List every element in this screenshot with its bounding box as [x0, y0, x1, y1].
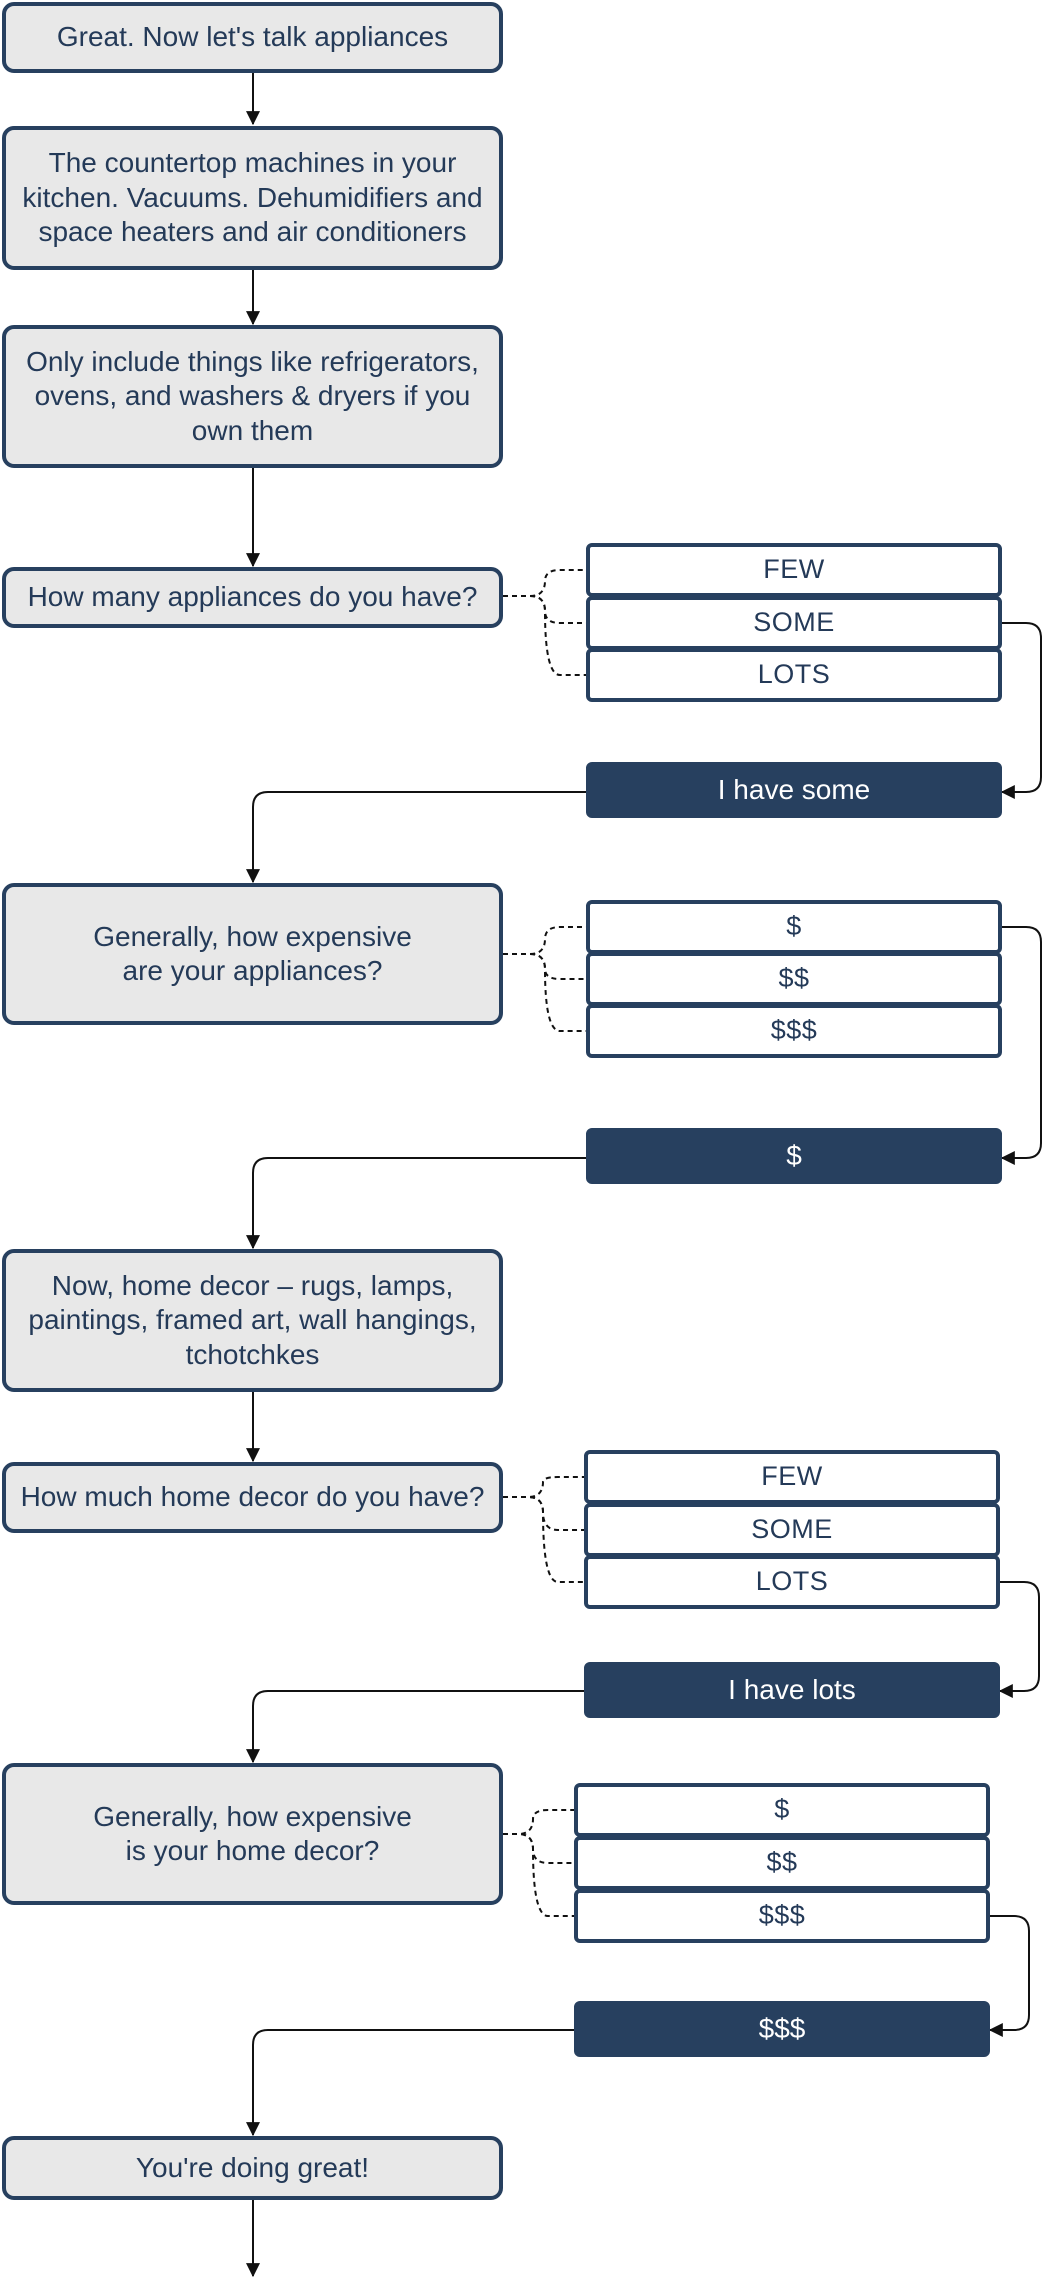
appliance-note-box: Only include things like refrigerators, ovens, and washers & dryers if you own them [2, 325, 503, 468]
appliance-cost-option-3[interactable]: $$$ [586, 1004, 1002, 1058]
arrow-appliance-answer-to-cost-question [253, 792, 586, 882]
decor-count-answer: I have lots [584, 1662, 1000, 1718]
dashed-decor-count-some [503, 1497, 584, 1530]
appliance-examples-box: The countertop machines in your kitchen. Vacuums. Dehumidifiers and space heaters and air conditioners [2, 126, 503, 270]
appliance-count-option-some[interactable]: SOME [586, 596, 1002, 650]
appliance-count-option-few[interactable]: FEW [586, 543, 1002, 597]
dashed-appliance-cost-1 [503, 927, 586, 954]
arrow-selected-single-dollar [1002, 927, 1041, 1158]
dashed-decor-cost-1 [503, 1810, 574, 1834]
arrow-selected-lots [1000, 1582, 1039, 1691]
appliance-count-question: How many appliances do you have? [2, 567, 503, 628]
arrow-decor-cost-answer-to-closing [253, 2030, 574, 2135]
appliance-count-option-lots[interactable]: LOTS [586, 648, 1002, 702]
appliance-cost-question: Generally, how expensive are your appliances? [2, 883, 503, 1025]
appliance-count-answer: I have some [586, 762, 1002, 818]
dashed-decor-cost-3 [503, 1834, 574, 1916]
appliance-cost-option-1[interactable]: $ [586, 900, 1002, 954]
decor-count-option-some[interactable]: SOME [584, 1503, 1000, 1557]
appliance-cost-option-2[interactable]: $$ [586, 952, 1002, 1006]
decor-cost-answer: $$$ [574, 2001, 990, 2057]
decor-cost-option-3[interactable]: $$$ [574, 1889, 990, 1943]
decor-cost-option-2[interactable]: $$ [574, 1836, 990, 1890]
dashed-decor-count-few [503, 1477, 584, 1497]
decor-count-question: How much home decor do you have? [2, 1462, 503, 1533]
decor-count-option-few[interactable]: FEW [584, 1450, 1000, 1504]
appliance-cost-answer: $ [586, 1128, 1002, 1184]
dashed-decor-cost-2 [503, 1834, 574, 1863]
arrow-selected-triple-dollar [990, 1916, 1029, 2030]
dashed-appliance-cost-3 [503, 954, 586, 1031]
dashed-decor-count-lots [503, 1497, 584, 1582]
arrow-decor-answer-to-cost-question [253, 1691, 584, 1762]
arrow-selected-some [1002, 623, 1041, 792]
decor-count-option-lots[interactable]: LOTS [584, 1555, 1000, 1609]
intro-box: Great. Now let's talk appliances [2, 2, 503, 73]
decor-cost-option-1[interactable]: $ [574, 1783, 990, 1837]
decor-cost-question: Generally, how expensive is your home decor? [2, 1763, 503, 1905]
dashed-appliance-count-lots [503, 596, 586, 675]
dashed-appliance-count-few [503, 570, 586, 596]
decor-intro-box: Now, home decor – rugs, lamps, paintings, framed art, wall hangings, tchotchkes [2, 1249, 503, 1392]
arrow-cost-answer-to-decor-intro [253, 1158, 586, 1248]
closing-box: You're doing great! [2, 2136, 503, 2200]
